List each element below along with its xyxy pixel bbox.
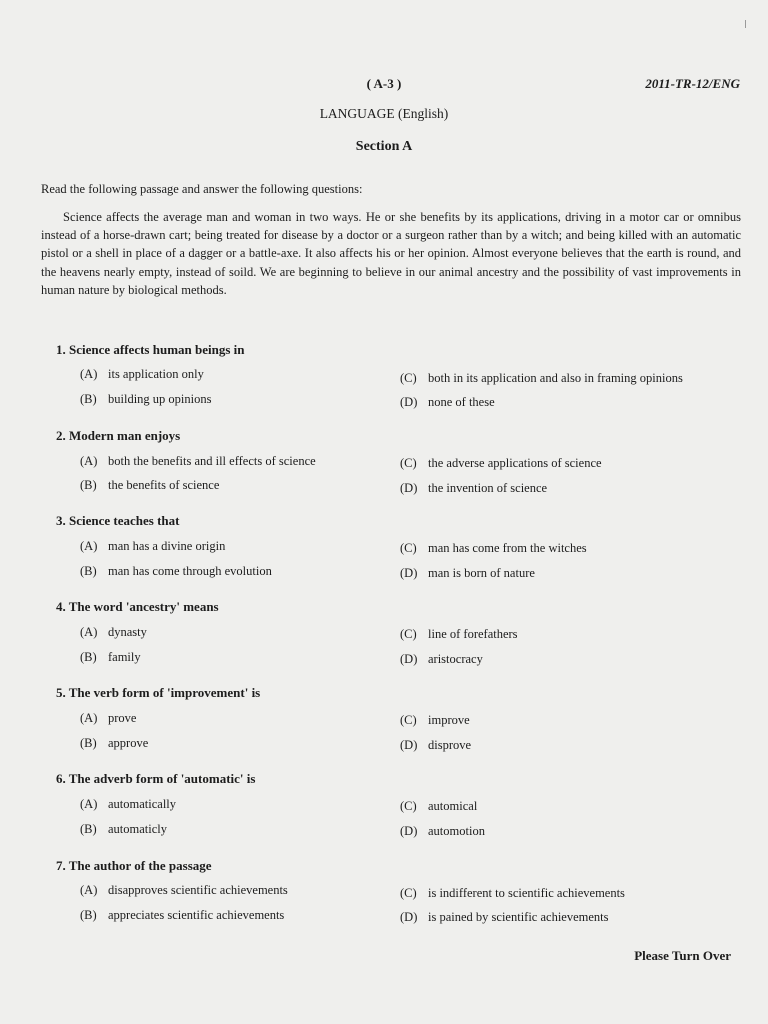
question-stem: 2. Modern man enjoys <box>56 428 181 443</box>
reading-passage: Science affects the average man and woman in two ways. He or she benefits by its applications, driving in a motor car or omnibus instead of a horse-drawn cart; being treated for disease by a doctor or a surgeon rather than by a witch; and being killed with an automatic pistol or a shell in place of a dagger or a battle-axe. It also affects his or her opinion. Almost everyone believes that the earth is round, and the heavens nearly empty, instead of soild. We are beginning to believe in our animal ancestry and the possibility of vast improvements in human nature by biological methods. <box>41 210 741 297</box>
question-stem: 6. The adverb form of 'automatic' is <box>56 771 256 786</box>
option-c: (C) the adverse applications of science <box>400 456 602 470</box>
option-c: (C) automical <box>400 799 478 813</box>
page-footer: Please Turn Over <box>634 948 731 963</box>
question-stem: 5. The verb form of 'improvement' is <box>56 685 261 700</box>
question-stem: 7. The author of the passage <box>56 858 212 873</box>
option-d: (D) automotion <box>400 824 485 838</box>
option-a: (A) both the benefits and ill effects of science <box>80 454 316 468</box>
option-a: (A) automatically <box>80 797 177 811</box>
paper-code: ( A-3 ) <box>366 76 402 91</box>
option-d: (D) the invention of science <box>400 481 548 495</box>
option-a: (A) man has a divine origin <box>80 539 226 553</box>
option-d: (D) man is born of nature <box>400 566 535 580</box>
question-stem: 3. Science teaches that <box>56 513 180 528</box>
option-b: (B) the benefits of science <box>80 478 220 492</box>
option-a: (A) prove <box>80 711 137 725</box>
question-stem: 4. The word 'ancestry' means <box>56 599 219 614</box>
option-d: (D) is pained by scientific achievements <box>400 910 609 924</box>
page-title: LANGUAGE (English) <box>319 106 449 121</box>
exam-code: 2011-TR-12/ENG <box>645 76 740 91</box>
option-a: (A) disapproves scientific achievements <box>80 883 288 897</box>
option-b: (B) automaticly <box>80 822 168 836</box>
question-stem: 1. Science affects human beings in <box>56 342 245 357</box>
option-b: (B) building up opinions <box>80 392 212 406</box>
option-d: (D) disprove <box>400 738 472 752</box>
option-b: (B) family <box>80 650 141 664</box>
option-c: (C) man has come from the witches <box>400 541 587 555</box>
option-a: (A) dynasty <box>80 625 147 639</box>
option-c: (C) is indifferent to scientific achievements <box>400 886 625 900</box>
option-b: (B) approve <box>80 736 149 750</box>
option-d: (D) aristocracy <box>400 652 483 666</box>
option-c: (C) improve <box>400 713 470 727</box>
option-b: (B) appreciates scientific achievements <box>80 908 285 922</box>
option-d: (D) none of these <box>400 395 495 409</box>
option-a: (A) its application only <box>80 367 204 381</box>
edge-mark <box>745 20 746 28</box>
instruction-text: Read the following passage and answer the following questions: <box>41 182 363 196</box>
option-b: (B) man has come through evolution <box>80 564 272 578</box>
section-heading: Section A <box>355 139 413 154</box>
option-c: (C) line of forefathers <box>400 627 518 641</box>
option-c: (C) both in its application and also in framing opinions <box>400 371 683 385</box>
